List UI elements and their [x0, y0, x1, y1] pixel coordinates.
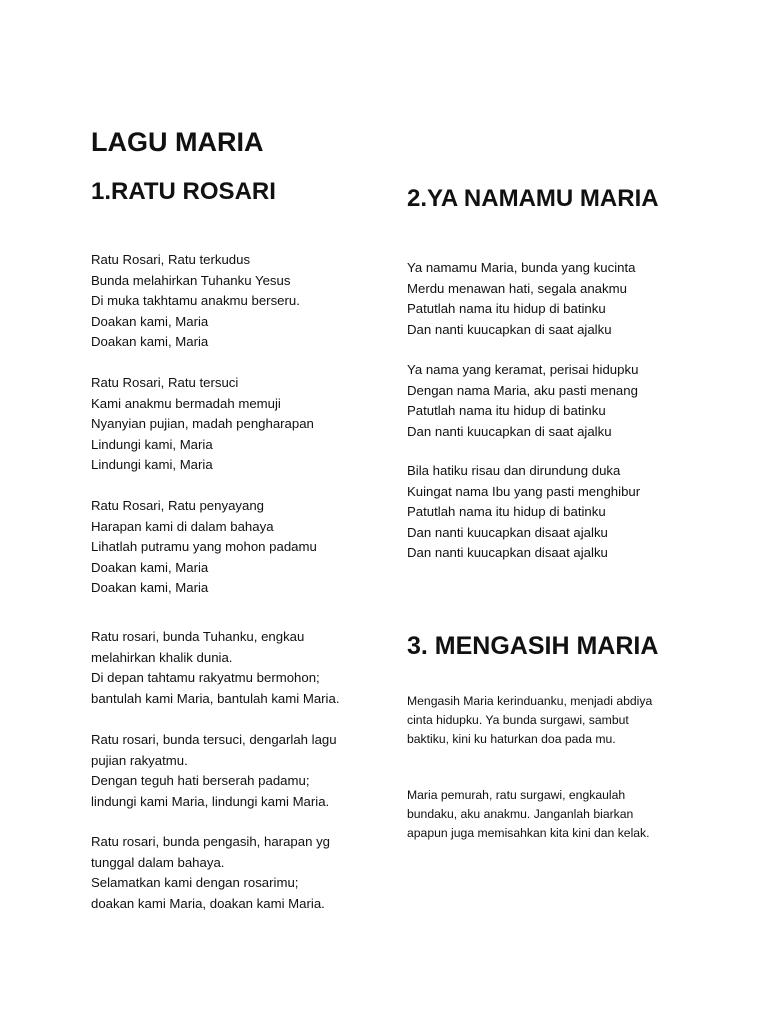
stanza: [91, 627, 339, 709]
lyric-line: Ratu Rosari, Ratu terkudus: [91, 252, 251, 267]
lyric-line: Harapan kami di dalam bahaya: [91, 518, 274, 534]
lyric-line: apapun juga memisahkan kita kini dan kelak.: [407, 826, 650, 840]
stanza: [407, 461, 640, 564]
lyric-line: Di muka takhtamu anakmu berseru.: [91, 293, 300, 308]
lyric-line: Kuingat nama Ibu yang pasti menghibur: [407, 483, 641, 499]
lyric-line: Ratu rosari, bunda tersuci, dengarlah lagu: [91, 732, 337, 747]
stanza: [91, 250, 300, 353]
lyric-line: doakan kami Maria, doakan kami Maria.: [91, 895, 325, 911]
lyric-line: Patutlah nama itu hidup di batinku: [407, 504, 606, 519]
lyric-line: Doakan kami, Maria: [91, 313, 209, 329]
lyric-line: bantulah kami Maria, bantulah kami Maria.: [91, 690, 340, 706]
lyric-line: Doakan kami, Maria: [91, 580, 209, 595]
lyric-line: Doakan kami, Maria: [91, 334, 209, 349]
lyric-line: Di depan tahtamu rakyatmu bermohon;: [91, 670, 320, 685]
lyric-line: Dengan teguh hati berserah padamu;: [91, 773, 310, 788]
lyric-line: Doakan kami, Maria: [91, 559, 209, 575]
lyric-line: Patutlah nama itu hidup di batinku: [407, 403, 606, 418]
lyric-line: Ratu Rosari, Ratu penyayang: [91, 498, 265, 513]
stanza: [407, 258, 635, 340]
stanza: [91, 373, 314, 476]
lyric-line: Maria pemurah, ratu surgawi, engkaulah: [407, 788, 626, 802]
lyric-line: lindungi kami Maria, lindungi kami Maria.: [91, 793, 330, 809]
lyric-line: melahirkan khalik dunia.: [91, 649, 233, 665]
stanza: [407, 786, 650, 843]
lyric-line: pujian rakyatmu.: [91, 752, 188, 768]
song-heading-ya-namamu-maria: 2.YA NAMAMU MARIA: [407, 185, 659, 212]
lyric-line: Bunda melahirkan Tuhanku Yesus: [91, 272, 291, 288]
document-title: LAGU MARIA: [91, 127, 264, 157]
lyric-line: Dan nanti kuucapkan di saat ajalku: [407, 423, 612, 439]
lyric-line: Dan nanti kuucapkan disaat ajalku: [407, 545, 608, 560]
lyric-line: Dengan nama Maria, aku pasti menang: [407, 382, 638, 398]
lyric-line: baktiku, kini ku haturkan doa pada mu.: [407, 732, 616, 746]
lyric-line: Dan nanti kuucapkan di saat ajalku: [407, 321, 612, 337]
lyric-line: Ratu Rosari, Ratu tersuci: [91, 375, 239, 390]
lyric-line: Lindungi kami, Maria: [91, 436, 213, 452]
lyric-line: Ya nama yang keramat, perisai hidupku: [407, 362, 639, 377]
stanza: [91, 496, 317, 599]
lyric-line: Lindungi kami, Maria: [91, 457, 213, 472]
lyric-line: Ratu rosari, bunda Tuhanku, engkau: [91, 629, 305, 644]
song-heading-ratu-rosari: 1.RATU ROSARI: [91, 178, 276, 205]
lyric-line: Kami anakmu bermadah memuji: [91, 395, 281, 411]
stanza: [91, 730, 337, 812]
lyric-line: Lihatlah putramu yang mohon padamu: [91, 539, 317, 554]
lyric-line: Patutlah nama itu hidup di batinku: [407, 301, 606, 316]
lyric-line: tunggal dalam bahaya.: [91, 854, 225, 870]
lyric-line: Ratu rosari, bunda pengasih, harapan yg: [91, 834, 331, 849]
song-heading-mengasih-maria: 3. MENGASIH MARIA: [407, 632, 659, 660]
stanza: [407, 692, 652, 749]
lyric-line: Dan nanti kuucapkan disaat ajalku: [407, 524, 608, 540]
lyric-line: Merdu menawan hati, segala anakmu: [407, 280, 627, 296]
stanza: [91, 832, 330, 914]
lyric-line: Selamatkan kami dengan rosarimu;: [91, 875, 299, 890]
lyric-line: Bila hatiku risau dan dirundung duka: [407, 463, 621, 478]
lyric-line: bundaku, aku anakmu. Janganlah biarkan: [407, 807, 634, 821]
lyric-line: cinta hidupku. Ya bunda surgawi, sambut: [407, 713, 629, 727]
lyric-line: Mengasih Maria kerinduanku, menjadi abdiya: [407, 694, 653, 708]
stanza: [407, 360, 638, 442]
lyric-line: Nyanyian pujian, madah pengharapan: [91, 416, 314, 431]
lyric-line: Ya namamu Maria, bunda yang kucinta: [407, 260, 636, 275]
